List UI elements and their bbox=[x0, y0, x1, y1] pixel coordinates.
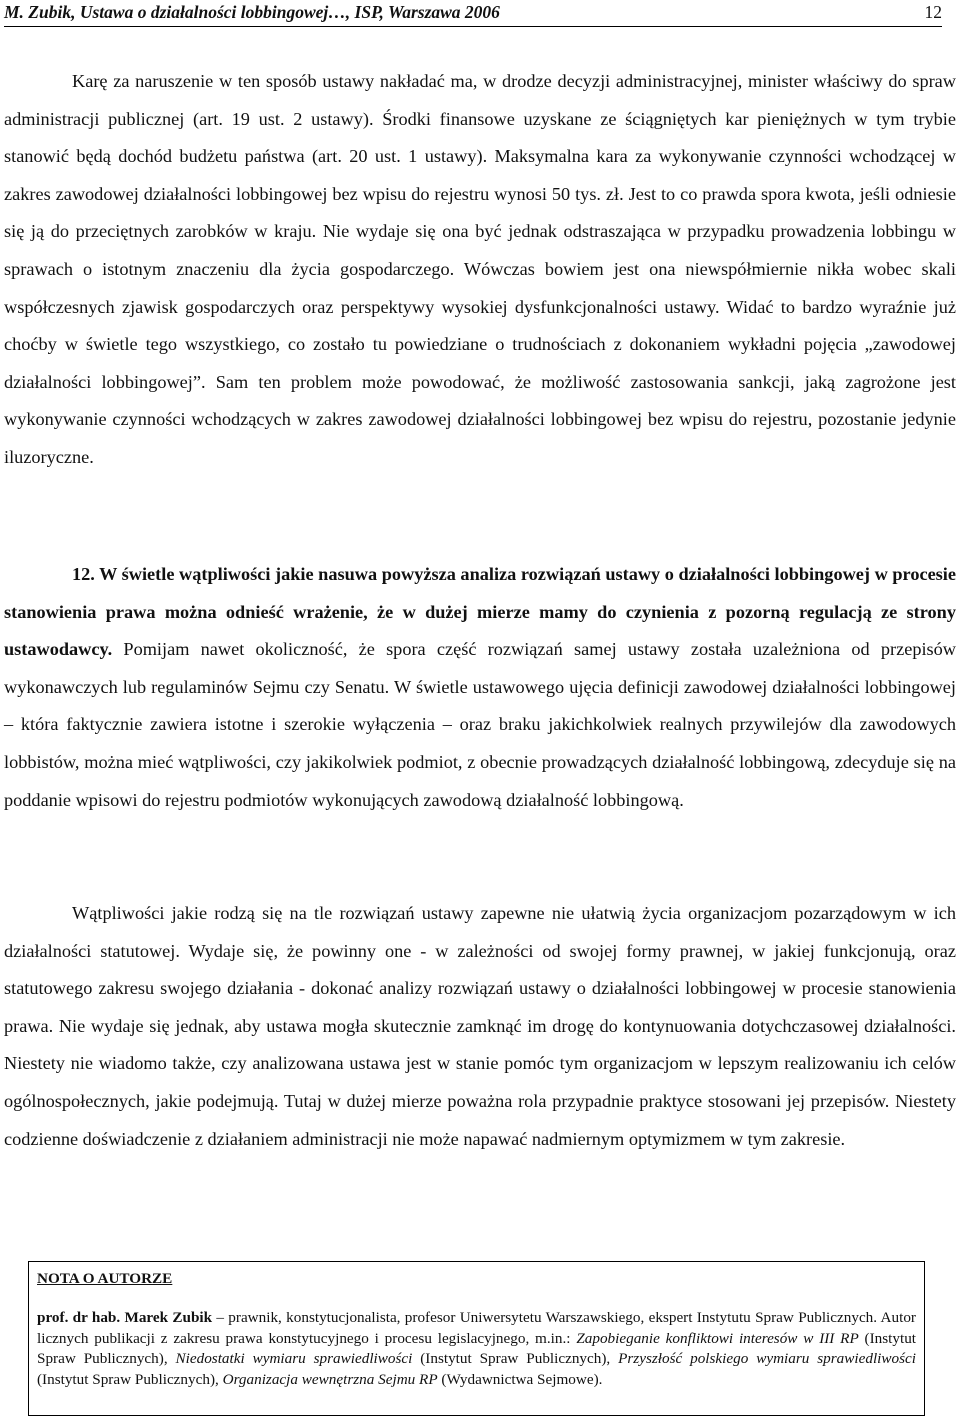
publication-title: Organizacja wewnętrzna Sejmu RP bbox=[222, 1370, 438, 1388]
publisher-text: (Instytut Spraw Publicznych), bbox=[37, 1370, 223, 1388]
publisher-text: (Instytut Spraw Publicznych), bbox=[37, 1329, 917, 1368]
paragraph-text: Wątpliwości jakie rodzą się na tle rozwiązań ustawy zapewne nie ułatwią życia organizacjom pozarządowym w ich działalności statutowej. Wydaje się, że powinny one - w zależności od swojej formy prawnej, w jakiej funkcjonują, oraz statutowego zakresu swojego działania - dokonać analizy rozwiązań ustawy o działalności lobbingowej w procesie stanowienia prawa. Nie wydaje się jednak, aby ustawa mogła skutecznie zamknąć im drogę do kontynuowania dotychczasowej działalności. Niestety nie wiadomo także, czy analizowana ustawa jest w stanie pomóc tym organizacjom w lepszym realizowaniu ich celów ogólnospołecznych, jakie podejmują. Tutaj w dużej mierze poważna rola przypadnie praktyce stosowani jej przepisów. Niestety codzienne doświadczenie z działaniem administracji nie może napawać nadmiernym optymizmem w tym zakresie. bbox=[4, 903, 956, 1149]
document-title: M. Zubik, Ustawa o działalności lobbingowej…, ISP, Warszawa 2006 bbox=[4, 2, 500, 22]
conclusion-text: Pomijam nawet okoliczność, że spora część rozwiązań samej ustawy została uzależniona od przepisów wykonawczych lub regulaminów Sejmu czy Senatu. W świetle ustawowego ujęcia definicji zawodowej działalności lobbingowej – która faktycznie zawiera istotne i szerokie wyłączenia – oraz braku jakichkolwiek realnych przywilejów dla zawodowych lobbistów, można mieć wątpliwości, czy jakikolwiek podmiot, z obecnie prowadzących działalność lobbingową, zdecyduje się na poddanie wpisowi do rejestru podmiotów wykonujących zawodową działalność lobbingową. bbox=[4, 639, 956, 810]
page-header bbox=[4, 0, 942, 27]
author-name: prof. dr hab. Marek Zubik bbox=[37, 1309, 213, 1327]
author-bio-text: – prawnik, konstytucjonalista, profesor Uniwersytetu Warszawskiego, ekspert Instytutu Spraw Publicznych. Autor licznych publikacji z zakresu prawa konstytucyjnego i procesu legislacyjnego, m.in.: bbox=[37, 1309, 916, 1347]
author-note-text bbox=[37, 1308, 916, 1390]
publication-title: Zapobieganie konfliktowi interesów w III RP bbox=[576, 1329, 859, 1347]
author-note-title: NOTA O AUTORZE bbox=[37, 1270, 173, 1287]
publication-title: Niedostatki wymiaru sprawiedliwości bbox=[175, 1350, 413, 1368]
paragraph-ngo bbox=[4, 895, 956, 1158]
publication-title: Przyszłość polskiego wymiaru sprawiedliwości bbox=[618, 1350, 916, 1368]
paragraph-conclusion-12 bbox=[4, 556, 956, 819]
paragraph-text bbox=[4, 556, 956, 819]
publisher-text: (Instytut Spraw Publicznych), bbox=[412, 1350, 619, 1368]
page-number: 12 bbox=[924, 2, 942, 22]
publisher-text: (Wydawnictwa Sejmowe). bbox=[437, 1370, 603, 1388]
paragraph-text: Karę za naruszenie w ten sposób ustawy nakładać ma, w drodze decyzji administracyjnej, minister właściwy do spraw administracji publicznej (art. 19 ust. 2 ustawy). Środki finansowe uzyskane ze ściągniętych kar pieniężnych w tym trybie stanowić będą dochód budżetu państwa (art. 20 ust. 1 ustawy). Maksymalna kara za wykonywanie czynności wchodzącej w zakres zawodowej działalności lobbingowej bez wpisu do rejestru wynosi 50 tys. zł. Jest to co prawda spora kwota, jeśli odniesie się ją do przeciętnych zarobków w kraju. Nie wydaje się ona być jednak odstraszająca w przypadku prowadzenia lobbingu w sprawach o istotnym znaczeniu dla życia gospodarczego. Wówczas bowiem jest ona niewspółmiernie nikła wobec skali współczesnych zjawisk gospodarczych oraz perspektywy wysokiej dysfunkcjonalności ustawy. Widać to bardzo wyraźnie już choćby w świetle tego wszystkiego, co zostało tu powiedziane o trudnościach z dokonaniem wykładni pojęcia „zawodowej działalności lobbingowej”. Sam ten problem może powodować, że możliwość zastosowania sankcji, jaką zagrożone jest wykonywanie czynności wchodzących w zakres zawodowej działalności lobbingowej bez wpisu do rejestru, pozostanie jedynie iluzoryczne. bbox=[4, 71, 956, 467]
paragraph-penalties bbox=[4, 63, 956, 477]
author-note-box bbox=[28, 1261, 925, 1416]
conclusion-thesis: 12. W świetle wątpliwości jakie nasuwa powyższa analiza rozwiązań ustawy o działalności lobbingowej w procesie stanowienia prawa można odnieść wrażenie, że w dużej mierze mamy do czynienia z pozorną regulacją ze strony ustawodawcy. bbox=[4, 564, 956, 660]
